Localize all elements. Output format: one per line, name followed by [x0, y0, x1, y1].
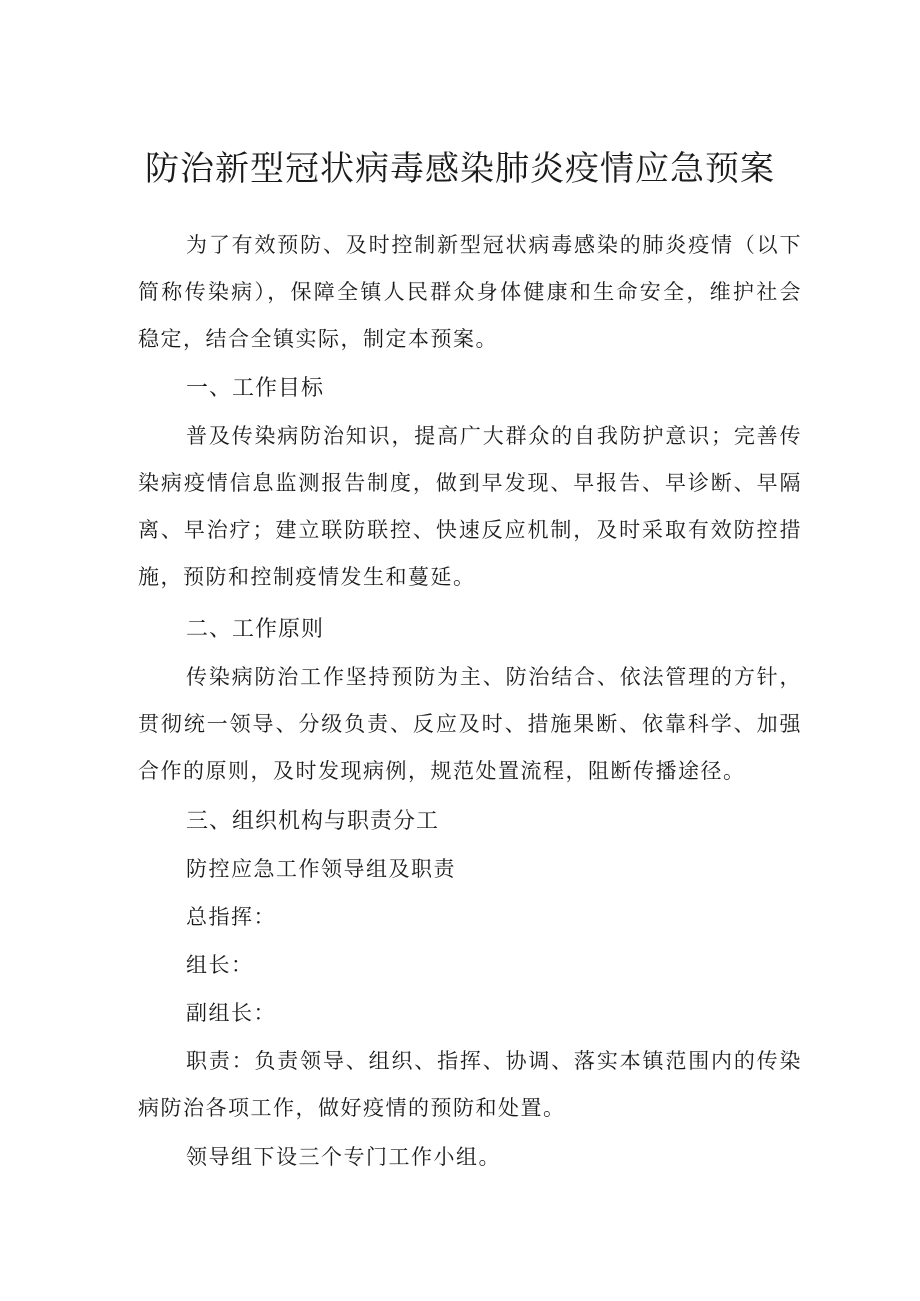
work-groups-line: 领导组下设三个专门工作小组。 [186, 1145, 501, 1169]
leader-label: 组长： [186, 953, 254, 977]
commander-label: 总指挥： [186, 905, 276, 929]
intro-paragraph: 为了有效预防、及时控制新型冠状病毒感染的肺炎疫情（以下简称传染病），保障全镇人民群众身体健康和生命安全，维护社会稳定，结合全镇实际，制定本预案。 [138, 233, 802, 351]
section-2-paragraph: 传染病防治工作坚持预防为主、防治结合、依法管理的方针，贯彻统一领导、分级负责、反应及时、措施果断、依靠科学、加强合作的原则，及时发现病例，规范处置流程，阻断传播途径。 [138, 665, 802, 783]
section-1-heading: 一、工作目标 [186, 376, 325, 401]
duties-paragraph: 职责：负责领导、组织、指挥、协调、落实本镇范围内的传染病防治各项工作，做好疫情的预防和处置。 [138, 1049, 802, 1120]
deputy-leader-label: 副组长： [186, 1001, 276, 1025]
section-3-heading: 三、组织机构与职责分工 [186, 809, 440, 834]
leadership-group-subheading: 防控应急工作领导组及职责 [186, 857, 456, 881]
section-1-paragraph: 普及传染病防治知识，提高广大群众的自我防护意识；完善传染病疫情信息监测报告制度，做到早发现、早报告、早诊断、早隔离、早治疗；建立联防联控、快速反应机制，及时采取有效防控措施，预防和控制疫情发生和蔓延。 [138, 424, 802, 589]
section-2-heading: 二、工作原则 [186, 617, 325, 642]
document-title: 防治新型冠状病毒感染肺炎疫情应急预案 [145, 149, 775, 189]
